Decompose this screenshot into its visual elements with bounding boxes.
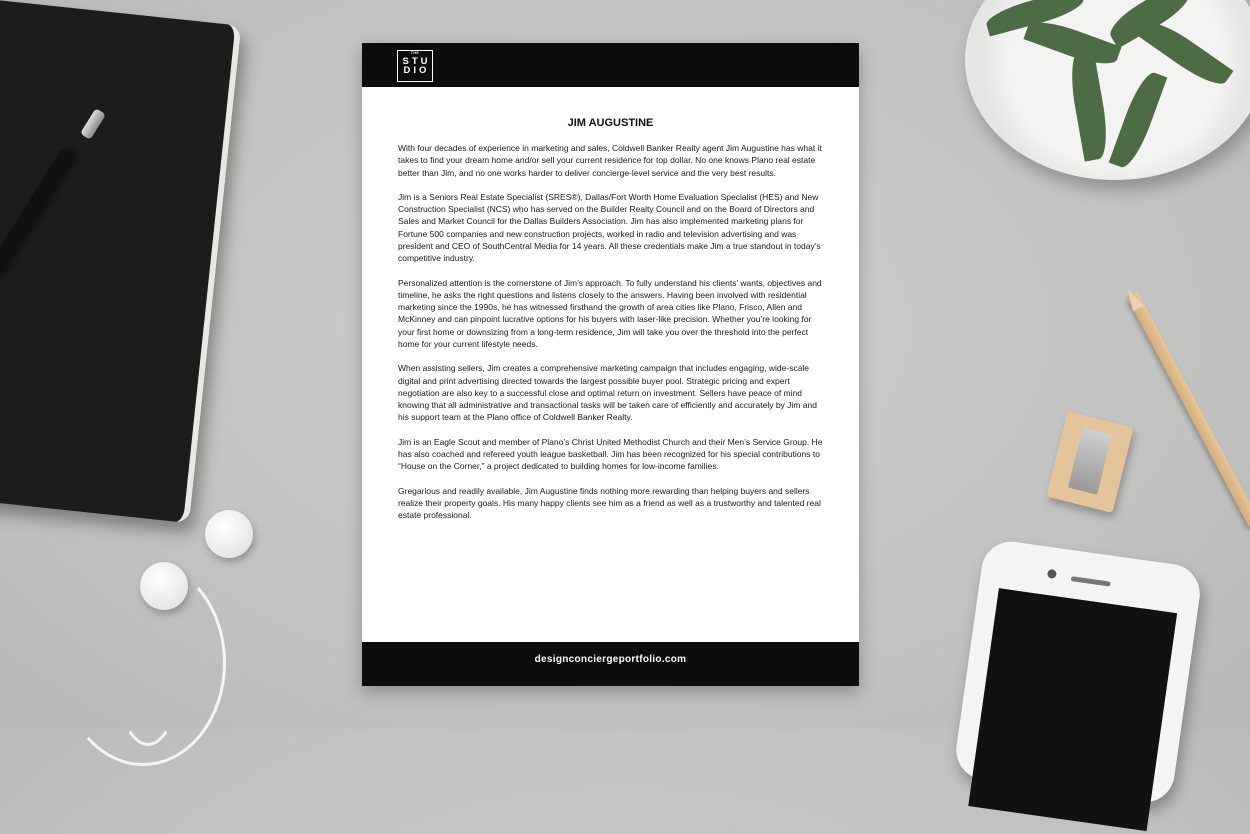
document-title: JIM AUGUSTINE xyxy=(567,117,654,129)
phone-screen xyxy=(968,588,1177,831)
document-header-bar xyxy=(362,43,859,87)
bio-paragraph: Jim is an Eagle Scout and member of Plano’s Christ United Methodist Church and their Men’s Service Group. He has also coached and refereed youth league basketball. Jim has been recognized for his special contributions to “House on the Corner,” a project dedicated to building homes for low-income families. xyxy=(398,436,823,472)
bio-paragraph: Personalized attention is the cornerstone of Jim’s approach. To fully understand his clients’ wants, objectives and timeline, he asks the right questions and listens closely to the answers. Having been involved with residential marketing since the 1990s, he has witnessed firsthand the growth of area cities like Plano, Frisco, Allen and McKinney and can pinpoint lucrative options for his buyers with laser-like precision. Whether you’re looking for your first home or downsizing from a long-term residence, Jim will take you over the threshold into the perfect home for your current lifestyle needs. xyxy=(398,277,822,349)
notebook xyxy=(0,0,241,523)
earbud xyxy=(140,562,188,610)
bio-paragraph: Gregarious and readily available, Jim Augustine finds nothing more rewarding than helping buyers and sellers realize their property goals. His many happy clients see him as a friend as well as a trustworthy and talented real estate professional. xyxy=(398,485,821,521)
earbud xyxy=(205,510,253,558)
footer-url: designconciergeportfolio.com xyxy=(534,654,687,665)
logo-line2: DIO xyxy=(403,65,430,76)
earphone-cord xyxy=(115,600,181,746)
smartphone xyxy=(952,538,1203,806)
plant-leaf xyxy=(1066,48,1113,161)
plant-pot xyxy=(965,0,1250,180)
bio-paragraph: When assisting sellers, Jim creates a comprehensive marketing campaign that includes engaging, wide-scale digital and print advertising directed towards the largest possible buyer pool. Strategic pricing and expert negotiation are also key to a successful close and optimal return on investment. Sellers have peace of mind knowing that all administrative and transactional tasks will be taken care of efficiently and accurately by Jim and his support team at the Plano office of Coldwell Banker Realty. xyxy=(398,363,817,423)
bio-document xyxy=(362,43,859,686)
pencil xyxy=(1127,291,1250,526)
phone-speaker xyxy=(1071,576,1111,587)
phone-camera xyxy=(1047,569,1057,579)
document-body xyxy=(398,142,826,534)
logo-line1: STU xyxy=(402,55,431,67)
logo-the-text: THE xyxy=(410,51,420,55)
plant-leaf xyxy=(1109,69,1168,172)
document-footer-bar xyxy=(362,642,859,686)
studio-logo xyxy=(397,50,433,82)
bio-paragraph: With four decades of experience in marketing and sales, Coldwell Banker Realty agent Jim Augustine has what it takes to find your dream home and/or sell your current residence for top dollar. No one knows Plano real estate better than Jim, and no one works harder to deliver concierge-level service and the very best results. xyxy=(398,143,822,178)
bio-paragraph: Jim is a Seniors Real Estate Specialist (SRES®), Dallas/Fort Worth Home Evaluation Specialist (HES) and New Construction Specialist (NCS) who has served on the Builder Realty Council and on the Board of Directors and Sales and Market Council for the Dallas Builders Association. Jim has also implemented marketing plans for Fortune 500 companies and new construction projects, worked in radio and television advertising and was president and CEO of SouthCentral Media for 14 years. All these credentials make Jim a true standout in today’s competitive industry. xyxy=(398,191,821,264)
